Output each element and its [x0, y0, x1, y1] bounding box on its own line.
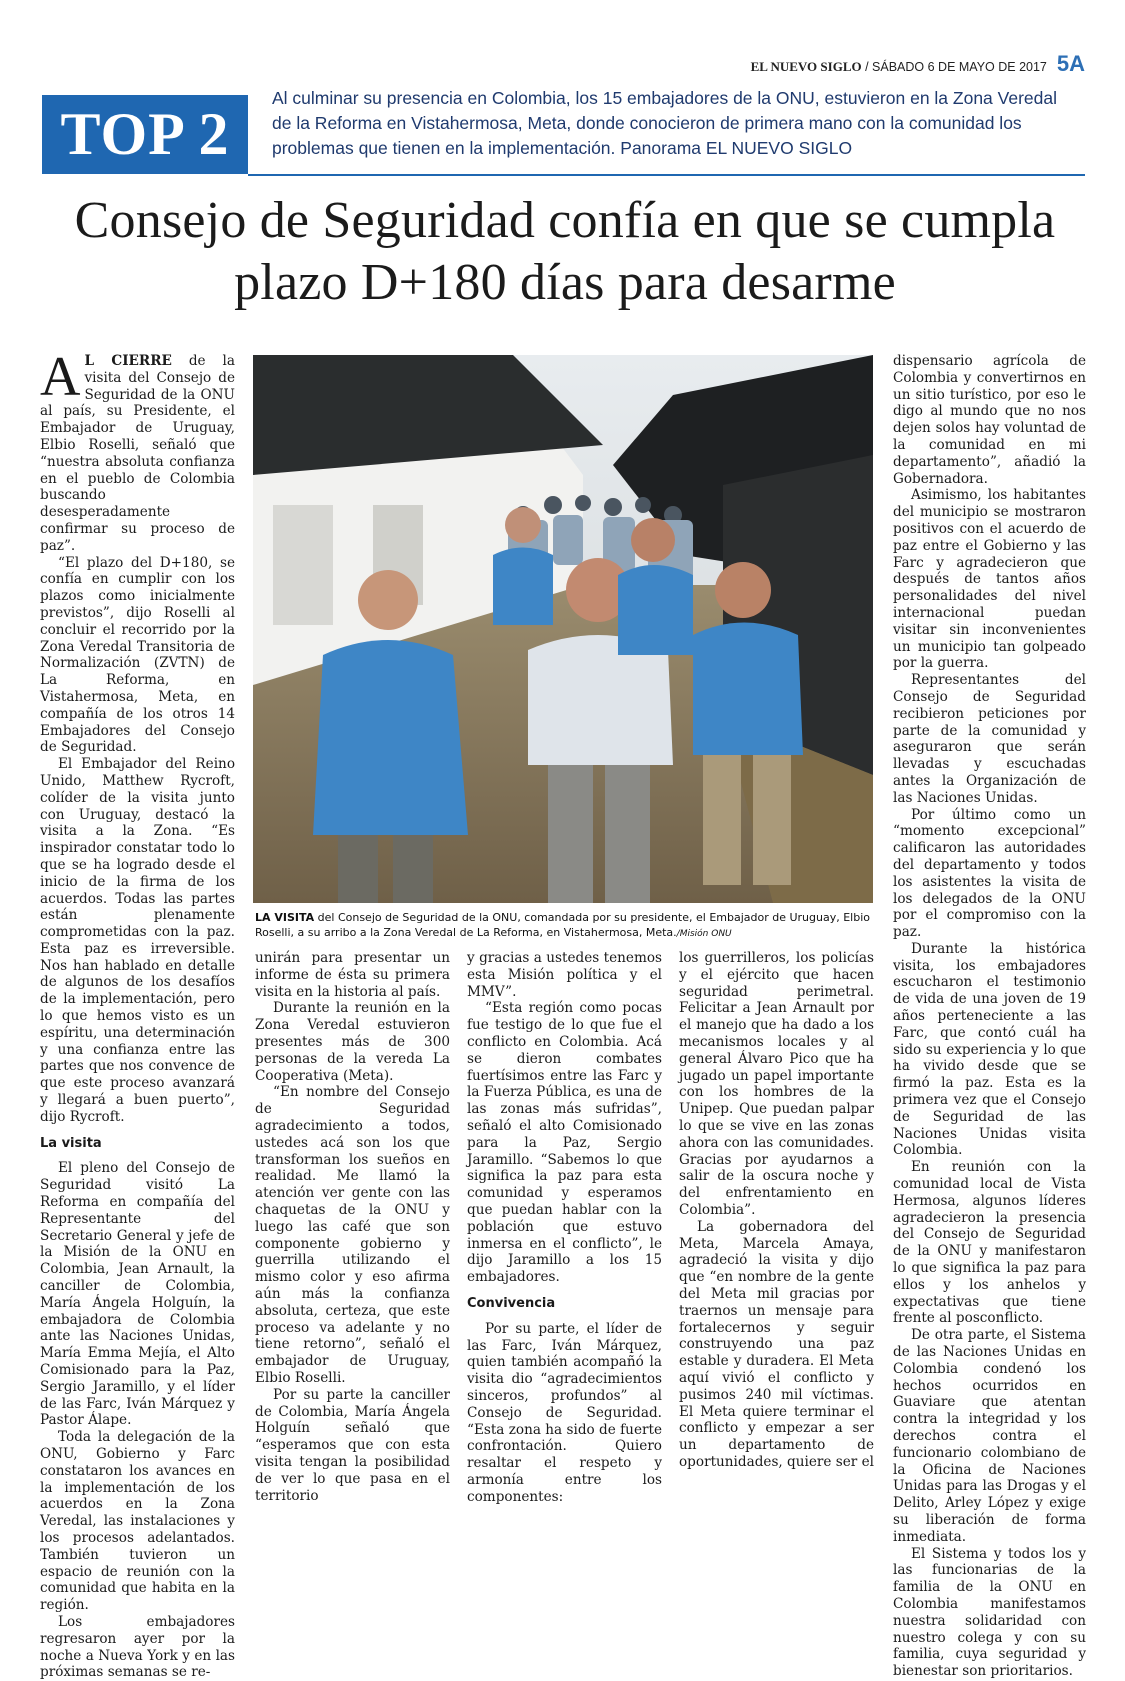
paragraph: de la visita del Consejo de Seguridad de la ONU al país, su Presidente, el Embajador de Uruguay, Elbio Roselli, señaló que “nuestra absoluta confianza en el pueblo de Colombia buscando desesperadamente confirmar su proceso de paz”.: [40, 353, 235, 554]
caption-lead: LA VISITA: [255, 911, 315, 924]
drop-cap: A: [40, 346, 81, 408]
article-column-3: [467, 950, 662, 1506]
paragraph: Toda la delegación de la ONU, Gobierno y Farc constataron los avances en la implementación de los acuerdos en la Zona Veredal, las instalaciones y los procesos adelantados. También tuvieron un espacio de reunión con la comunidad que habita en la región.: [40, 1429, 235, 1614]
paragraph: “El plazo del D+180, se confía en cumplir con los plazos como inicialmente previstos”, dijo Roselli al concluir el recorrido por la Zona Veredal Transitoria de Normalización (ZVTN) de La Reforma, en Vistahermosa, Meta, en compañía de los otros 14 Embajadores del Consejo de Seguridad.: [40, 554, 235, 756]
paragraph: dispensario agrícola de Colombia y convertirnos en un sitio turístico, por eso le digo al mundo que no nos dejen solos hay voluntad de la comunidad en mi departamento”, añadió la Gobernadora.: [893, 353, 1086, 487]
article-column-2: [255, 950, 450, 1504]
masthead: [751, 51, 1085, 77]
paragraph: Asimismo, los habitantes del municipio se mostraron positivos con el acuerdo de paz entre el Gobierno y las Farc y agradecieron que después de tantos años personalidades del nivel internacional puedan visitar sin inconvenientes un municipio tan golpeado por la guerra.: [893, 487, 1086, 672]
news-photo-illustration: [253, 355, 873, 903]
summary-divider: [248, 174, 1085, 176]
issue-date: / SÁBADO 6 DE MAYO DE 2017: [865, 60, 1047, 74]
paragraph: Durante la reunión en la Zona Veredal estuvieron presentes más de 300 personas de la vereda La Cooperativa (Meta).: [255, 1000, 450, 1084]
headline: Consejo de Seguridad confía en que se cumpla plazo D+180 días para desarme: [74, 192, 1056, 311]
paper-name: EL NUEVO SIGLO: [750, 59, 862, 74]
paragraph: En reunión con la comunidad local de Vista Hermosa, algunos líderes agradecieron la presencia del Consejo de Seguridad de la ONU y manifestaron lo que significa la paz para ellos y los anhelos y expectativas que tiene frente al posconflicto.: [893, 1159, 1086, 1327]
paragraph: Durante la histórica visita, los embajadores escucharon el testimonio de vida de una joven de 19 años perteneciente a las Farc, que contó cuál ha sido su experiencia y lo que ha vivido desde que se firmó la paz. Esta es la primera vez que el Consejo de Seguridad de las Naciones Unidas visita Colombia.: [893, 940, 1086, 1159]
paragraph: El Embajador del Reino Unido, Matthew Rycroft, colíder de la visita junto con Uruguay, destacó la visita a la Zona. “Es inspirador constatar todo lo que se ha logrado desde el inicio de la firma de los acuerdos. Todas las partes están plenamente comprometidas con la paz. Esta paz es irreversible. Nos han hablado en detalle de algunos de los desafíos de la implementación, pero lo que hemos visto es un espíritu, una determinación y una confianza entre las partes que nos convence de que este proceso avanzará y llegará a buen puerto”, dijo Rycroft.: [40, 756, 235, 1125]
paragraph: El Sistema y todos los y las funcionarias de la familia de la ONU en Colombia manifestamos nuestra solidaridad con nuestro colega y con su familia, cuya seguridad y bienestar son prioritarios.: [893, 1545, 1086, 1680]
paragraph: “Esta región como pocas fue testigo de lo que fue el conflicto en Colombia. Acá se dieron combates fuertísimos entre las Farc y la Fuerza Pública, es una de las zonas más sufridas”, señaló el alto Comisionado para la Paz, Sergio Jaramillo. “Sabemos lo que significa la paz para esta comunidad y esperamos que puedan hablar con la población que estuvo inmersa en el conflicto”, le dijo Jaramillo a los 15 embajadores.: [467, 1000, 662, 1286]
paragraph: El pleno del Consejo de Seguridad visitó La Reforma en compañía del Representante del Secretario General y jefe de la Misión de la ONU en Colombia, Jean Arnault, la canciller de Colombia, María Ángela Holguín, la embajadora de Colombia ante las Naciones Unidas, María Emma Mejía, el Alto Comisionado para la Paz, Sergio Jaramillo, y el líder de las Farc, Iván Márquez y Pastor Álape.: [40, 1160, 235, 1429]
news-photo: [253, 355, 873, 903]
subhead-convivencia: Convivencia: [467, 1295, 556, 1311]
subhead-la-visita: La visita: [40, 1135, 102, 1151]
article-column-4: [679, 950, 874, 1471]
article-column-5: [893, 353, 1086, 1680]
masthead-info: [751, 59, 1047, 75]
section-label: TOP 2: [42, 95, 248, 174]
paragraph: De otra parte, el Sistema de las Naciones Unidas en Colombia condenó los hechos ocurridos en Guaviare que atentan contra la integridad y los derechos contra el funcionario colombiano de la Oficina de Naciones Unidas para las Drogas y el Delito, Arley López y exige su liberación de forma inmediata.: [893, 1327, 1086, 1545]
paragraph: Los embajadores regresaron ayer por la noche a Nueva York y en las próximas semanas se re-: [40, 1613, 235, 1681]
photo-credit: /Misión ONU: [676, 929, 732, 939]
paragraph: y gracias a ustedes tenemos esta Misión política y el MMV”.: [467, 950, 662, 1000]
page-number: 5A: [1056, 51, 1085, 76]
paragraph: Por su parte, el líder de las Farc, Iván Márquez, quien también acompañó la visita dio “agradecimientos sinceros, profundos” al Consejo de Seguridad. “Esta zona ha sido de fuerte confrontación. Quiero resaltar el respeto y armonía entre los componentes:: [467, 1320, 662, 1505]
paragraph: Representantes del Consejo de Seguridad recibieron peticiones por parte de la comunidad y aseguraron que serán llevadas y escuchadas antes la Organización de las Naciones Unidas.: [893, 672, 1086, 806]
photo-caption: [255, 910, 875, 942]
paragraph: unirán para presentar un informe de ésta su primera visita en la historia al país.: [255, 950, 450, 1000]
paragraph: La gobernadora del Meta, Marcela Amaya, agradeció la visita y dijo que “en nombre de la gente del Meta mil gracias por traernos un mensaje para fortalecernos y seguir construyendo una paz estable y duradera. El Meta aquí vivió el conflicto y pusimos 240 mil víctimas. El Meta quiere terminar el conflicto y empezar a ser un departamento de oportunidades, quiere ser el: [679, 1218, 875, 1470]
paragraph: Por su parte la canciller de Colombia, María Ángela Holguín señaló que “esperamos que con esta visita tengan la posibilidad de ver lo que pasa en el territorio: [255, 1386, 450, 1504]
article-column-1: [40, 346, 235, 1681]
paragraph: los guerrilleros, los policías y el ejército que hacen seguridad perimetral. Felicitar a Jean Arnault por el manejo que ha dado a los mecanismos locales y al general Álvaro Pico que ha jugado un papel importante con los hombres de la Unipep. Que puedan palpar lo que se vive en las zonas ahora con las comunidades. Gracias por ayudarnos a salir de la oscura noche y del enfrentamiento en Colombia”.: [679, 950, 874, 1218]
lead-words: L CIERRE: [84, 353, 172, 369]
summary-text: Al culminar su presencia en Colombia, los 15 embajadores de la ONU, estuvieron en la Zona Veredal de la Reforma en Vistahermosa, Meta, donde conocieron de primera mano con la comunidad los problemas que tienen en la implementación. Panorama EL NUEVO SIGLO: [272, 88, 1058, 158]
caption-text: del Consejo de Seguridad de la ONU, comandada por su presidente, el Embajador de Uruguay, Elbio Roselli, a su arribo a la Zona Veredal de La Reforma, en Vistahermosa, Meta.: [255, 911, 871, 939]
paragraph: Por último como un “momento excepcional” calificaron las autoridades del departamento y todos los asistentes la visita de los delegados de la ONU por el compromiso con la paz.: [893, 806, 1086, 941]
paragraph: “En nombre del Consejo de Seguridad agradecimiento a todos, ustedes acá son los que transforman los sueños en realidad. Me llamó la atención ver gente con las chaquetas de la ONU y luego las café que son componente gobierno y guerrilla utilizando el mismo color y eso afirma aún más la confianza absoluta, certeza, que este proceso va adelante y no tiene retorno”, señaló el embajador de Uruguay, Elbio Roselli.: [255, 1084, 450, 1386]
